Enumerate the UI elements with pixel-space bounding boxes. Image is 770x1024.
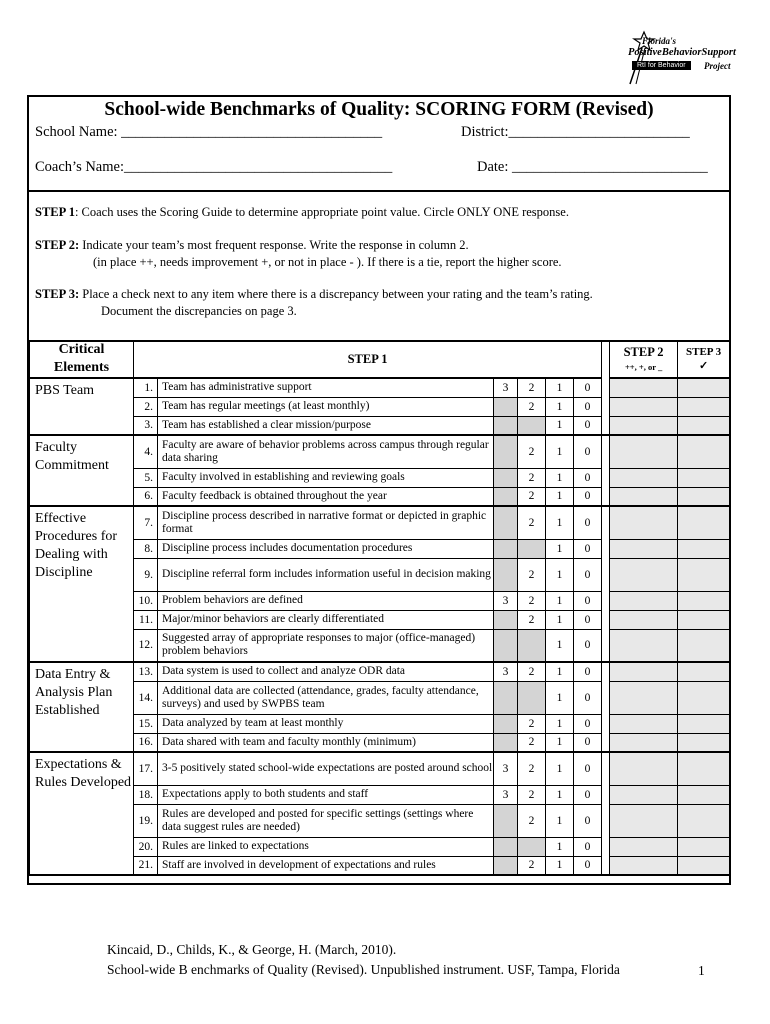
point-option[interactable]: 0 — [574, 804, 602, 837]
step2-response-cell[interactable] — [610, 378, 678, 397]
critical-element-label: PBS Team — [30, 378, 134, 435]
step2-response-cell[interactable] — [610, 856, 678, 875]
table-row — [30, 837, 730, 856]
item-text: Major/minor behaviors are clearly differentiated — [158, 610, 494, 629]
step3-check-cell[interactable] — [678, 733, 730, 752]
point-option[interactable]: 1 — [546, 837, 574, 856]
point-option[interactable]: 1 — [546, 856, 574, 875]
item-text: Faculty involved in establishing and reviewing goals — [158, 468, 494, 487]
point-option[interactable]: 0 — [574, 506, 602, 539]
point-option[interactable]: 2 — [518, 487, 546, 506]
table-row — [30, 752, 730, 785]
point-option[interactable]: 0 — [574, 539, 602, 558]
table-row — [30, 714, 730, 733]
step3-check-cell[interactable] — [678, 752, 730, 785]
step2-response-cell[interactable] — [610, 558, 678, 591]
table-row — [30, 435, 730, 468]
item-text: Team has administrative support — [158, 378, 494, 397]
point-option[interactable]: 0 — [574, 397, 602, 416]
table-row — [30, 591, 730, 610]
item-text: Discipline referral form includes information useful in decision making — [158, 558, 494, 591]
point-option[interactable]: 1 — [546, 591, 574, 610]
item-number: 11. — [134, 610, 158, 629]
point-option — [494, 539, 518, 558]
item-number: 12. — [134, 629, 158, 662]
step2-response-cell[interactable] — [610, 468, 678, 487]
item-text: Rules are developed and posted for specific settings (settings where data suggest rules are needed) — [158, 804, 494, 837]
point-option[interactable]: 1 — [546, 733, 574, 752]
item-number: 17. — [134, 752, 158, 785]
critical-element-label: Effective Procedures for Dealing with Discipline — [30, 506, 134, 662]
item-number: 14. — [134, 681, 158, 714]
step3-check-cell[interactable] — [678, 506, 730, 539]
step2-response-cell[interactable] — [610, 629, 678, 662]
point-option — [494, 837, 518, 856]
step2-response-cell[interactable] — [610, 591, 678, 610]
citation: Kincaid, D., Childs, K., & George, H. (March, 2010). — [107, 942, 397, 957]
step2-header: STEP 2 ++, +, or _ — [610, 341, 678, 379]
point-option — [494, 804, 518, 837]
item-text: Faculty feedback is obtained throughout the year — [158, 487, 494, 506]
step3-check-cell[interactable] — [678, 378, 730, 397]
critical-element-label: Faculty Commitment — [30, 435, 134, 506]
step3-check-cell[interactable] — [678, 539, 730, 558]
item-text: Discipline process includes documentation procedures — [158, 539, 494, 558]
step2-response-cell[interactable] — [610, 487, 678, 506]
table-row — [30, 785, 730, 804]
table-row — [30, 487, 730, 506]
check-icon: ✓ — [698, 360, 709, 372]
item-number: 20. — [134, 837, 158, 856]
step3-instruction: STEP 3: Place a check next to any item where there is a discrepancy between your rating and the team’s rating. — [35, 287, 593, 301]
point-option[interactable]: 0 — [574, 733, 602, 752]
point-option[interactable]: 1 — [546, 378, 574, 397]
point-option — [494, 681, 518, 714]
step3-check-cell[interactable] — [678, 468, 730, 487]
point-option[interactable]: 2 — [518, 468, 546, 487]
step2-response-cell[interactable] — [610, 506, 678, 539]
item-text: Expectations apply to both students and staff — [158, 785, 494, 804]
point-option[interactable]: 3 — [494, 662, 518, 681]
step3-header: STEP 3 ✓ — [678, 341, 730, 379]
item-text: Data shared with team and faculty monthly (minimum) — [158, 733, 494, 752]
critical-element-label: Expectations & Rules Developed — [30, 752, 134, 875]
source-line: School-wide B enchmarks of Quality (Revised). Unpublished instrument. USF, Tampa, Florida — [107, 962, 620, 977]
step2-instruction-cont: (in place ++, needs improvement +, or not in place - ). If there is a tie, report the higher score. — [93, 255, 562, 269]
point-option[interactable]: 1 — [546, 468, 574, 487]
point-option[interactable]: 2 — [518, 610, 546, 629]
item-text: Suggested array of appropriate responses to major (office-managed) problem behaviors — [158, 629, 494, 662]
logo-text-florida: Florida's — [642, 36, 677, 46]
scoring-form — [27, 95, 731, 885]
point-option — [518, 539, 546, 558]
step2-response-cell[interactable] — [610, 397, 678, 416]
point-option[interactable]: 3 — [494, 378, 518, 397]
step3-check-cell[interactable] — [678, 487, 730, 506]
point-option[interactable]: 2 — [518, 397, 546, 416]
point-option[interactable]: 2 — [518, 558, 546, 591]
instructions-box — [29, 190, 729, 342]
point-option[interactable]: 2 — [518, 378, 546, 397]
point-option — [494, 468, 518, 487]
step2-response-cell[interactable] — [610, 610, 678, 629]
item-text: Data analyzed by team at least monthly — [158, 714, 494, 733]
coach-name-field[interactable]: Coach’s Name:_____________________________________ — [35, 159, 393, 175]
item-number: 7. — [134, 506, 158, 539]
point-option[interactable]: 1 — [546, 804, 574, 837]
point-option[interactable]: 2 — [518, 733, 546, 752]
point-option[interactable]: 1 — [546, 397, 574, 416]
table-row — [30, 856, 730, 875]
point-option — [518, 629, 546, 662]
table-row — [30, 629, 730, 662]
logo-text-rti: RtI for Behavior — [632, 61, 691, 70]
point-option — [494, 629, 518, 662]
item-number: 9. — [134, 558, 158, 591]
item-number: 21. — [134, 856, 158, 875]
step1-header: STEP 1 — [134, 341, 602, 379]
date-field[interactable]: Date: ___________________________ — [477, 159, 708, 175]
step3-check-cell[interactable] — [678, 714, 730, 733]
point-option[interactable]: 0 — [574, 468, 602, 487]
item-number: 18. — [134, 785, 158, 804]
step2-response-cell[interactable] — [610, 416, 678, 435]
point-option[interactable]: 3 — [494, 591, 518, 610]
point-option[interactable]: 1 — [546, 610, 574, 629]
point-option — [494, 610, 518, 629]
table-row — [30, 662, 730, 681]
point-option[interactable]: 1 — [546, 539, 574, 558]
point-option[interactable]: 1 — [546, 487, 574, 506]
point-option — [494, 558, 518, 591]
table-row — [30, 733, 730, 752]
step3-check-cell[interactable] — [678, 416, 730, 435]
step2-response-cell[interactable] — [610, 714, 678, 733]
item-number: 5. — [134, 468, 158, 487]
step3-check-cell[interactable] — [678, 397, 730, 416]
item-text: Staff are involved in development of expectations and rules — [158, 856, 494, 875]
district-field[interactable]: District:_________________________ — [461, 124, 690, 140]
point-option[interactable]: 1 — [546, 785, 574, 804]
point-option[interactable]: 0 — [574, 378, 602, 397]
item-number: 8. — [134, 539, 158, 558]
logo-text-project: Project — [704, 61, 731, 71]
item-text: Problem behaviors are defined — [158, 591, 494, 610]
step2-response-cell[interactable] — [610, 752, 678, 785]
step2-response-cell[interactable] — [610, 837, 678, 856]
logo-text-pbs: PositiveBehaviorSupport — [628, 47, 736, 58]
point-option[interactable]: 2 — [518, 785, 546, 804]
point-option — [518, 837, 546, 856]
step2-response-cell[interactable] — [610, 804, 678, 837]
point-option[interactable]: 2 — [518, 591, 546, 610]
point-option — [518, 416, 546, 435]
point-option[interactable]: 1 — [546, 752, 574, 785]
point-option[interactable]: 0 — [574, 435, 602, 468]
point-option — [494, 487, 518, 506]
point-option[interactable]: 0 — [574, 591, 602, 610]
point-option — [494, 506, 518, 539]
point-option[interactable]: 1 — [546, 435, 574, 468]
step3-check-cell[interactable] — [678, 629, 730, 662]
item-number: 1. — [134, 378, 158, 397]
point-option[interactable]: 0 — [574, 662, 602, 681]
point-option[interactable]: 2 — [518, 752, 546, 785]
table-row — [30, 558, 730, 591]
step2-response-cell[interactable] — [610, 539, 678, 558]
step3-check-cell[interactable] — [678, 837, 730, 856]
step2-response-cell[interactable] — [610, 681, 678, 714]
table-row — [30, 610, 730, 629]
table-row — [30, 804, 730, 837]
point-option — [518, 681, 546, 714]
point-option[interactable]: 0 — [574, 681, 602, 714]
point-option[interactable]: 0 — [574, 856, 602, 875]
item-number: 3. — [134, 416, 158, 435]
point-option — [494, 714, 518, 733]
point-option[interactable]: 2 — [518, 435, 546, 468]
point-option[interactable]: 3 — [494, 785, 518, 804]
point-option[interactable]: 2 — [518, 506, 546, 539]
item-number: 2. — [134, 397, 158, 416]
critical-element-label: Data Entry & Analysis Plan Established — [30, 662, 134, 752]
step3-check-cell[interactable] — [678, 662, 730, 681]
point-option — [494, 416, 518, 435]
point-option[interactable]: 0 — [574, 837, 602, 856]
item-text: Additional data are collected (attendance, grades, faculty attendance, surveys) and used by SWPBS team — [158, 681, 494, 714]
step2-response-cell[interactable] — [610, 733, 678, 752]
step3-instruction-cont: Document the discrepancies on page 3. — [101, 304, 297, 318]
table-row — [30, 506, 730, 539]
item-text: Rules are linked to expectations — [158, 837, 494, 856]
table-row — [30, 378, 730, 397]
step2-response-cell[interactable] — [610, 435, 678, 468]
item-number: 13. — [134, 662, 158, 681]
point-option — [494, 733, 518, 752]
item-number: 15. — [134, 714, 158, 733]
item-number: 4. — [134, 435, 158, 468]
table-row — [30, 539, 730, 558]
point-option — [494, 435, 518, 468]
item-text: Discipline process described in narrative format or depicted in graphic format — [158, 506, 494, 539]
step3-check-cell[interactable] — [678, 435, 730, 468]
step3-check-cell[interactable] — [678, 856, 730, 875]
point-option[interactable]: 0 — [574, 487, 602, 506]
item-text: Team has established a clear mission/purpose — [158, 416, 494, 435]
point-option[interactable]: 1 — [546, 662, 574, 681]
step3-check-cell[interactable] — [678, 591, 730, 610]
step3-check-cell[interactable] — [678, 785, 730, 804]
point-option[interactable]: 0 — [574, 714, 602, 733]
point-option[interactable]: 2 — [518, 804, 546, 837]
point-option[interactable]: 1 — [546, 714, 574, 733]
item-text: 3-5 positively stated school-wide expectations are posted around school — [158, 752, 494, 785]
point-option[interactable]: 2 — [518, 662, 546, 681]
critical-elements-header: Critical Elements — [30, 341, 134, 379]
table-row — [30, 468, 730, 487]
point-option[interactable]: 1 — [546, 629, 574, 662]
point-option[interactable]: 0 — [574, 629, 602, 662]
step2-response-cell[interactable] — [610, 785, 678, 804]
point-option[interactable]: 0 — [574, 416, 602, 435]
step3-check-cell[interactable] — [678, 681, 730, 714]
item-number: 6. — [134, 487, 158, 506]
page-number: 1 — [698, 963, 705, 978]
step1-instruction: STEP 1: Coach uses the Scoring Guide to determine appropriate point value. Circle ONLY ONE response. — [35, 205, 569, 219]
table-row — [30, 397, 730, 416]
step2-response-cell[interactable] — [610, 662, 678, 681]
step3-check-cell[interactable] — [678, 610, 730, 629]
point-option[interactable]: 3 — [494, 752, 518, 785]
point-option — [494, 856, 518, 875]
point-option[interactable]: 1 — [546, 558, 574, 591]
item-number: 16. — [134, 733, 158, 752]
step2-instruction: STEP 2: Indicate your team’s most frequent response. Write the response in column 2. — [35, 238, 469, 252]
item-text: Data system is used to collect and analyze ODR data — [158, 662, 494, 681]
point-option[interactable]: 2 — [518, 714, 546, 733]
point-option[interactable]: 2 — [518, 856, 546, 875]
step3-check-cell[interactable] — [678, 804, 730, 837]
point-option[interactable]: 1 — [546, 416, 574, 435]
scoring-table — [29, 340, 730, 876]
form-title: School-wide Benchmarks of Quality: SCORING FORM (Revised) — [104, 99, 654, 120]
table-row — [30, 416, 730, 435]
item-text: Team has regular meetings (at least monthly) — [158, 397, 494, 416]
step3-check-cell[interactable] — [678, 558, 730, 591]
fl-pbs-logo — [618, 30, 738, 86]
point-option[interactable]: 1 — [546, 681, 574, 714]
point-option[interactable]: 0 — [574, 558, 602, 591]
item-text: Faculty are aware of behavior problems across campus through regular data sharing — [158, 435, 494, 468]
point-option[interactable]: 0 — [574, 752, 602, 785]
point-option[interactable]: 0 — [574, 610, 602, 629]
school-name-field[interactable]: School Name: ____________________________________ — [35, 124, 383, 140]
point-option — [494, 397, 518, 416]
item-number: 19. — [134, 804, 158, 837]
point-option[interactable]: 1 — [546, 506, 574, 539]
table-row — [30, 681, 730, 714]
item-number: 10. — [134, 591, 158, 610]
point-option[interactable]: 0 — [574, 785, 602, 804]
